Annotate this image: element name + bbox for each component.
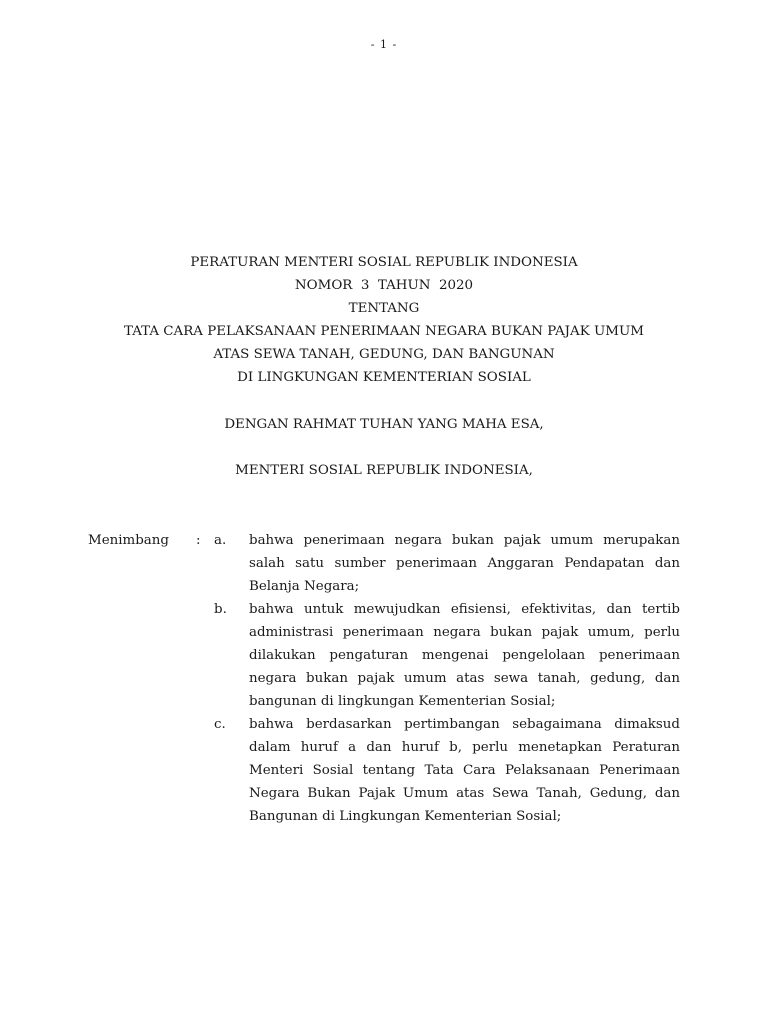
considering-label: Menimbang xyxy=(88,533,169,548)
page-number: - 1 - xyxy=(370,38,398,51)
item-letter: b. xyxy=(214,602,227,617)
title-line-regulation: PERATURAN MENTERI SOSIAL REPUBLIK INDONESIA xyxy=(190,255,578,270)
considering-item-a xyxy=(88,529,680,598)
title-line-number: NOMOR 3 TAHUN 2020 xyxy=(294,278,474,293)
considering-item-c xyxy=(88,713,680,828)
considering-item-b xyxy=(88,598,680,713)
minister-line: MENTERI SOSIAL REPUBLIK INDONESIA, xyxy=(235,463,533,478)
considering-section xyxy=(88,529,680,828)
considering-colon: : xyxy=(196,533,201,548)
blessing-line: DENGAN RAHMAT TUHAN YANG MAHA ESA, xyxy=(224,417,544,432)
title-line-about: TENTANG xyxy=(348,301,420,316)
item-text: bahwa untuk mewujudkan efisiensi, efektivitas, dan tertib administrasi penerimaan negara bukan pajak umum, perlu dilakukan pengaturan mengenai pengelolaan penerimaan negara bukan pajak umum atas sewa tanah, gedung, dan bangunan di lingkungan Kementerian Sosial; xyxy=(249,602,680,709)
title-line-subject-1: TATA CARA PELAKSANAAN PENERIMAAN NEGARA BUKAN PAJAK UMUM xyxy=(124,324,644,339)
item-letter: c. xyxy=(214,717,226,732)
item-text: bahwa berdasarkan pertimbangan sebagaimana dimaksud dalam huruf a dan huruf b, perlu menetapkan Peraturan Menteri Sosial tentang Tata Cara Pelaksanaan Penerimaan Negara Bukan Pajak Umum atas Sewa Tanah, Gedung, dan Bangunan di Lingkungan Kementerian Sosial; xyxy=(249,717,680,824)
title-line-subject-2: ATAS SEWA TANAH, GEDUNG, DAN BANGUNAN xyxy=(213,347,555,362)
title-line-subject-3: DI LINGKUNGAN KEMENTERIAN SOSIAL xyxy=(237,370,531,385)
regulation-title xyxy=(0,251,768,389)
item-letter: a. xyxy=(214,533,227,548)
item-text: bahwa penerimaan negara bukan pajak umum merupakan salah satu sumber penerimaan Anggaran Pendapatan dan Belanja Negara; xyxy=(249,533,680,594)
